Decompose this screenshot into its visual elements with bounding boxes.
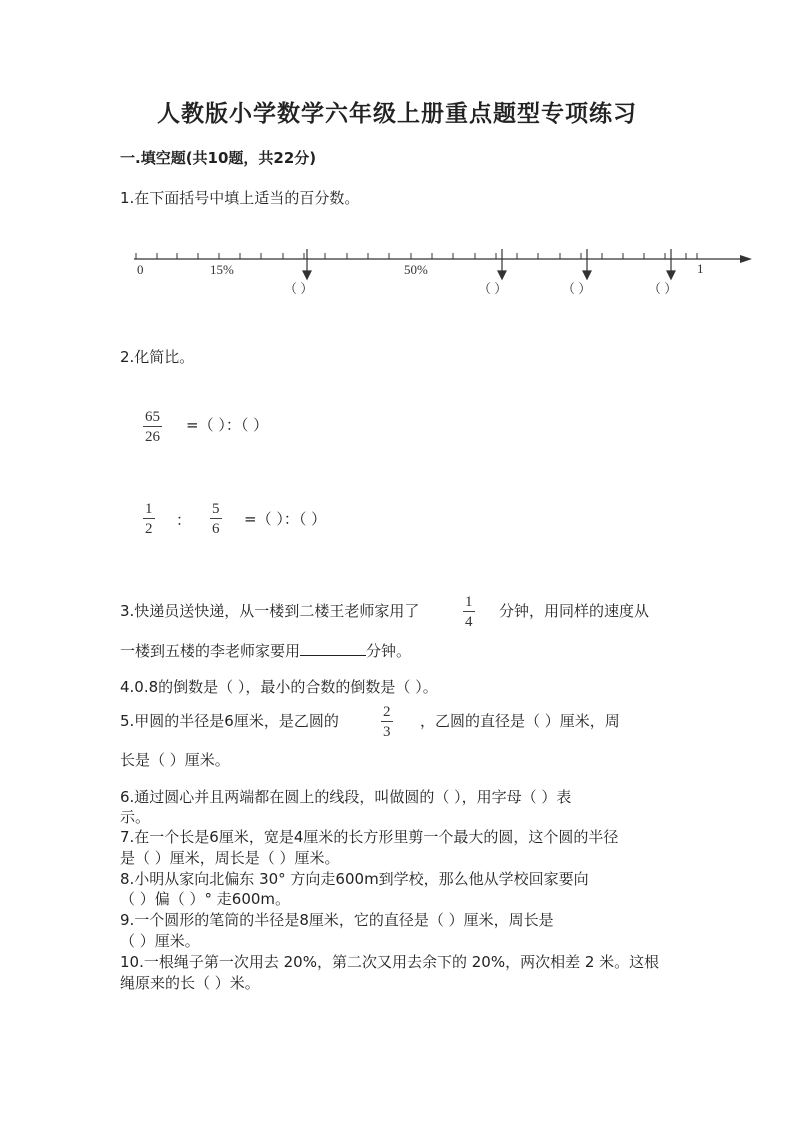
denominator: 4 xyxy=(465,614,473,630)
question-6-line-2: 示。 xyxy=(120,808,151,826)
answer-paren-4: （ ） xyxy=(648,281,678,296)
numerator: 5 xyxy=(212,501,220,517)
question-6-line-1: 6.通过圆心并且两端都在圆上的线段，叫做圆的（ ），用字母（ ）表 xyxy=(120,788,572,806)
question-2b-answer: =（ ）：（ ） xyxy=(244,510,327,528)
question-5-text: 5.甲圆的半径是6厘米，是乙圆的 xyxy=(120,712,339,730)
question-2a-answer: =（ ）：（ ） xyxy=(186,416,269,434)
question-3-text-cont: 分钟，用同样的速度从 xyxy=(499,602,650,620)
answer-paren-1: （ ） xyxy=(284,281,314,296)
question-3-text: 3.快递员送快递，从一楼到二楼王老师家用了 xyxy=(120,602,420,620)
question-3-line-2-text: 一楼到五楼的李老师家要用 xyxy=(120,642,301,660)
question-1-text: 1.在下面括号中填上适当的百分数。 xyxy=(120,189,360,207)
question-7-line-2: 是（ ）厘米，周长是（ ）厘米。 xyxy=(120,849,340,867)
answer-paren-2: （ ） xyxy=(478,281,508,296)
label-one: 1 xyxy=(697,261,704,276)
down-arrow-icon xyxy=(303,249,675,279)
denominator: 26 xyxy=(145,429,160,445)
label-zero: 0 xyxy=(137,262,144,277)
denominator: 6 xyxy=(212,521,220,537)
question-8-line-2: （ ）偏（ ）° 走600m。 xyxy=(120,890,291,908)
denominator: 3 xyxy=(383,724,391,740)
question-10-line-1: 10.一根绳子第一次用去 20%，第二次又用去余下的 20%，两次相差 2 米。这根 xyxy=(120,953,660,971)
question-10-line-2: 绳原来的长（ ）米。 xyxy=(120,974,260,992)
label-15-percent: 15% xyxy=(210,262,234,277)
fraction-2-3 xyxy=(381,703,393,742)
fraction-1-4 xyxy=(463,593,475,632)
question-9-line-1: 9.一个圆形的笔筒的半径是8厘米，它的直径是（ ）厘米，周长是 xyxy=(120,911,554,929)
number-line-arrowhead xyxy=(740,255,752,263)
fraction-65-26 xyxy=(143,408,162,447)
numerator: 65 xyxy=(145,409,160,425)
question-9-line-2: （ ）厘米。 xyxy=(120,932,200,950)
denominator: 2 xyxy=(145,521,153,537)
number-line xyxy=(120,245,760,303)
number-line-ticks xyxy=(136,253,697,259)
question-3-line-2-end: 分钟。 xyxy=(366,642,412,660)
question-2-text: 2.化简比。 xyxy=(120,348,195,366)
numerator: 2 xyxy=(383,704,391,720)
question-5-line-2: 长是（ ）厘米。 xyxy=(120,751,230,769)
fraction-1-2 xyxy=(143,500,155,539)
page-title: 人教版小学数学六年级上册重点题型专项练习 xyxy=(157,100,637,127)
question-4-text: 4.0.8的倒数是（ ），最小的合数的倒数是（ ）。 xyxy=(120,678,438,696)
answer-paren-3: （ ） xyxy=(562,281,592,296)
question-3-line-2 xyxy=(120,640,411,661)
section-heading: 一.填空题(共10题，共22分) xyxy=(120,149,317,167)
question-5-text-cont: ，乙圆的直径是（ ）厘米，周 xyxy=(420,712,620,730)
answer-blank xyxy=(300,641,366,656)
label-50-percent: 50% xyxy=(404,262,428,277)
question-8-line-1: 8.小明从家向北偏东 30° 方向走600m到学校，那么他从学校回家要向 xyxy=(120,870,589,888)
ratio-colon: ： xyxy=(176,511,192,529)
fraction-5-6 xyxy=(210,500,222,539)
numerator: 1 xyxy=(145,501,153,517)
numerator: 1 xyxy=(465,594,473,610)
question-7-line-1: 7.在一个长是6厘米，宽是4厘米的长方形里剪一个最大的圆，这个圆的半径 xyxy=(120,828,619,846)
